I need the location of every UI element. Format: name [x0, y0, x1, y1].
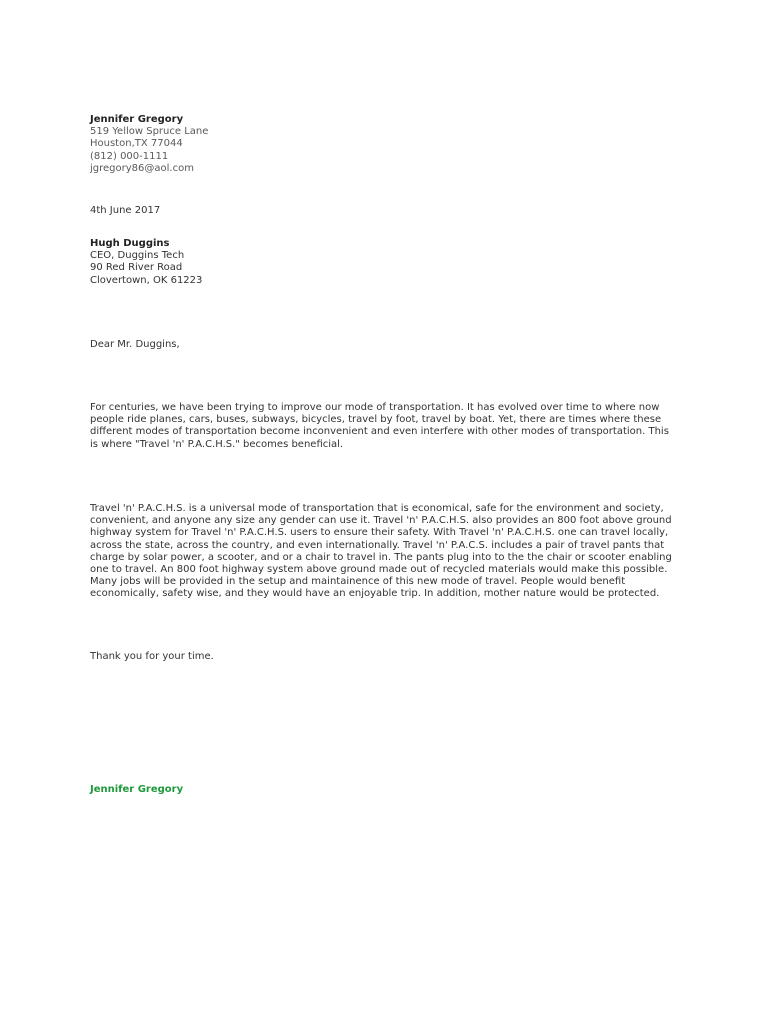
paragraph-line: different modes of transportation become inconvenient and even interfere with other modes of transportation. This	[90, 426, 669, 438]
sender-address-line-2: Houston,TX 77044	[90, 138, 183, 150]
letter-date: 4th June 2017	[90, 205, 161, 216]
sender-block	[90, 114, 680, 175]
paragraph-line: one to travel. An 800 foot highway system above ground made out of recycled materials would make this possible.	[90, 564, 668, 576]
paragraph-line: highway system for Travel 'n' P.A.C.H.S. users to ensure their safety. With Travel 'n' P.A.C.H.S. one can travel locally,	[90, 527, 669, 539]
paragraph-line: charge by solar power, a scooter, and or a chair to travel in. The pants plug into to the the chair or scooter enabling	[90, 551, 672, 563]
paragraph-line: Travel 'n' P.A.C.H.S. is a universal mode of transportation that is economical, safe for the environment and society,	[90, 503, 664, 514]
paragraph-line: across the state, across the country, and even internationally. Travel 'n' P.A.C.S. includes a pair of travel pants that	[90, 539, 665, 551]
signature-name: Jennifer Gregory	[90, 784, 184, 795]
recipient-block	[90, 238, 680, 287]
paragraph-line: people ride planes, cars, buses, subways, bicycles, travel by foot, travel by boat. Yet, there are times where these	[90, 414, 662, 426]
paragraph-line: convenient, and anyone any size any gender can use it. Travel 'n' P.A.C.H.S. also provides an 800 foot above ground	[90, 515, 672, 527]
paragraph-line: For centuries, we have been trying to improve our mode of transportation. It has evolved over time to where now	[90, 402, 660, 413]
closing-line: Thank you for your time.	[90, 651, 214, 662]
sender-address-line-1: 519 Yellow Spruce Lane	[90, 126, 209, 138]
sender-phone: (812) 000-1111	[90, 150, 169, 162]
paragraph-line: economically, safety wise, and they would have an enjoyable trip. In addition, mother nature would be protected.	[90, 588, 660, 600]
paragraph-line: Many jobs will be provided in the setup and maintainence of this new mode of travel. People would benefit	[90, 576, 626, 588]
recipient-address-line-1: 90 Red River Road	[90, 262, 183, 274]
body-paragraph-1	[90, 402, 680, 451]
sender-name: Jennifer Gregory	[90, 114, 184, 125]
paragraph-line: is where "Travel 'n' P.A.C.H.S." becomes beneficial.	[90, 438, 344, 450]
body-paragraph-2	[90, 503, 680, 601]
sender-email: jgregory86@aol.com	[90, 162, 194, 174]
recipient-address-line-2: Clovertown, OK 61223	[90, 274, 203, 286]
salutation: Dear Mr. Duggins,	[90, 339, 180, 350]
recipient-title: CEO, Duggins Tech	[90, 250, 185, 262]
recipient-name: Hugh Duggins	[90, 238, 170, 249]
